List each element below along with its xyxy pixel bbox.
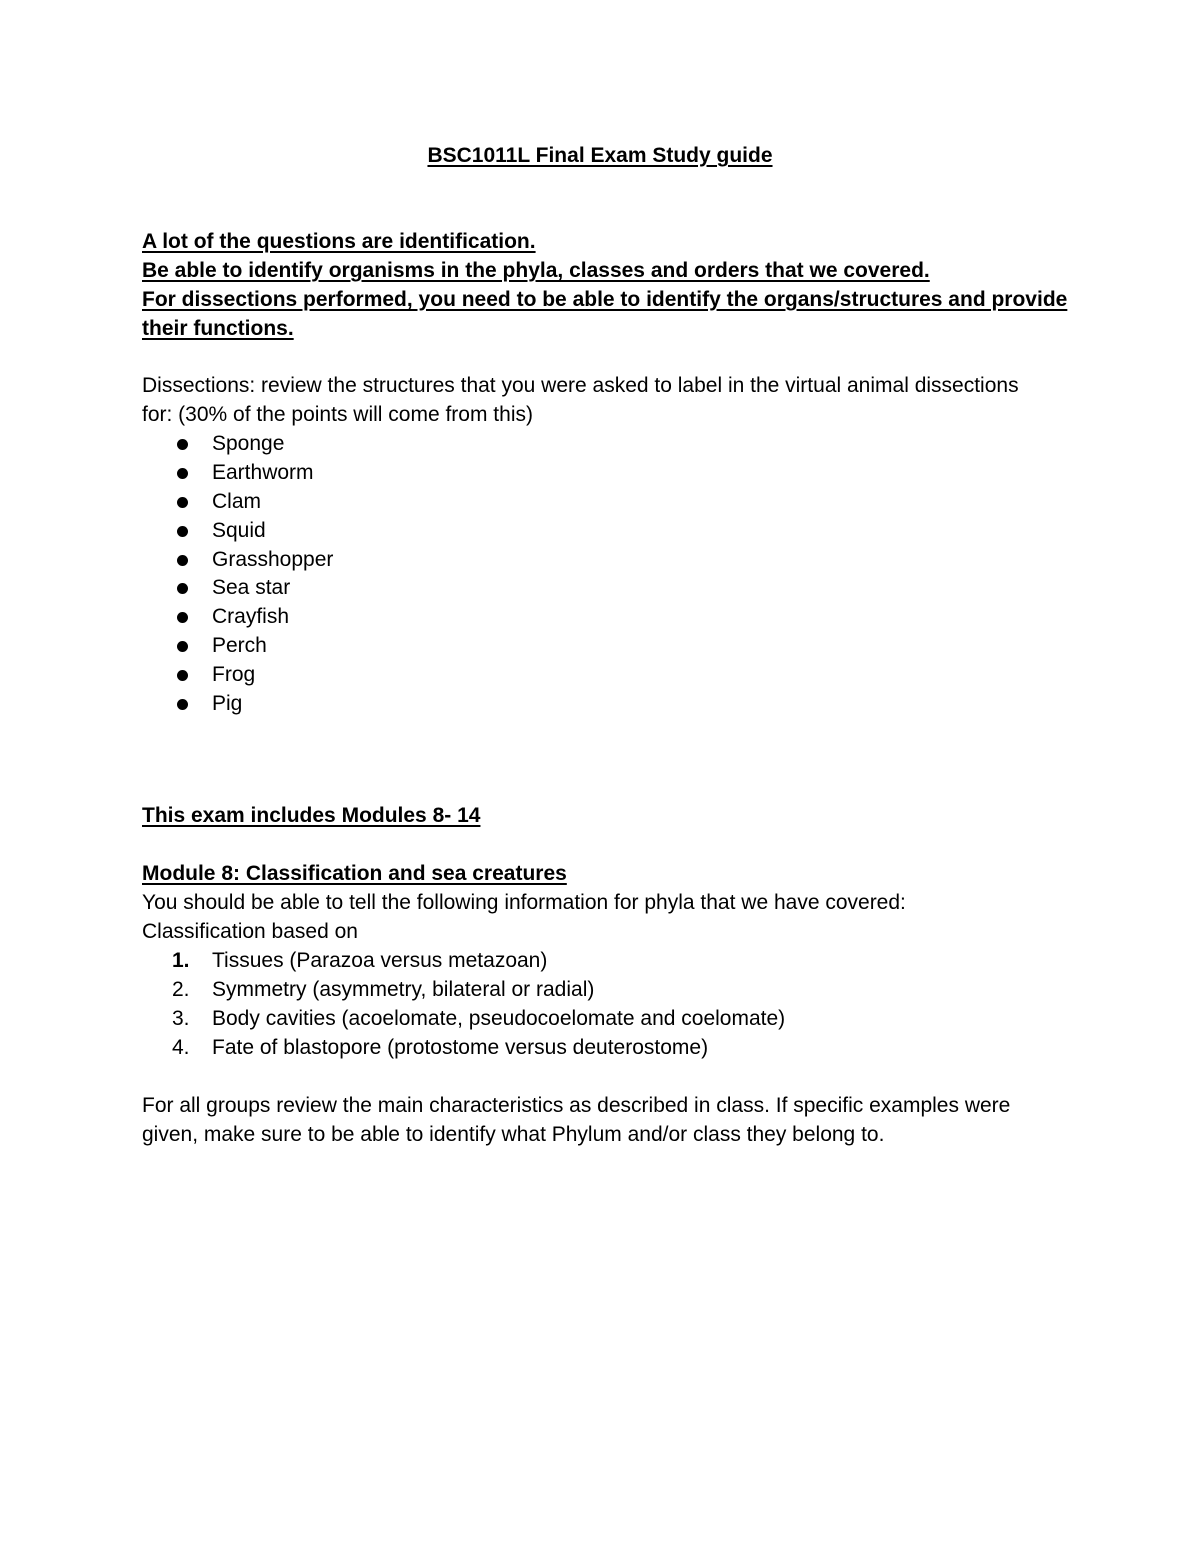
module-8-heading: Module 8: Classification and sea creatures xyxy=(142,862,567,885)
intro-line-1: A lot of the questions are identification. xyxy=(142,230,536,253)
bullet-icon xyxy=(177,583,188,594)
bullet-icon xyxy=(177,555,188,566)
bullet-icon xyxy=(177,612,188,623)
document-title: BSC1011L Final Exam Study guide xyxy=(427,144,773,167)
bullet-icon xyxy=(177,699,188,710)
module-8-line-2: Classification based on xyxy=(142,920,358,943)
module-8-closing-line-2: given, make sure to be able to identify what Phylum and/or class they belong to. xyxy=(142,1123,885,1146)
bullet-icon xyxy=(177,641,188,652)
intro-line-4: their functions. xyxy=(142,317,294,340)
bullet-icon xyxy=(177,526,188,537)
module-8-closing-line-1: For all groups review the main characteristics as described in class. If specific examples were xyxy=(142,1094,1011,1117)
document-page: BSC1011L Final Exam Study guide A lot of the questions are identification. Be able to identify organisms in the phyla, classes and orders that we covered. For dissections performed, you need to be able to identify the organs/structures and provide their functions. Dissections: review the structures that you were asked to label in the virtual animal dissections for: (30% of the points will come from this) Sponge Earthworm Clam Squid Grasshopper Sea star Crayfish Perch Frog Pig This exam includes Modules 8- 14 Module 8: Classification and sea creatures You should be able to tell the following information for phyla that we have covered: Classification based on 1. Tissues (Parazoa versus metazoan) 2. Symmetry (asymmetry, bilateral or radial) 3. Body cavities (acoelomate, pseudocoelomate and coelomate) 4. Fate of blastopore (protostome versus deuterostome) For all groups review the main characteristics as described in class. If specific examples were given, make sure to be able to identify what Phylum and/or class they belong to. xyxy=(0,0,1200,1553)
dissections-intro-line-1: Dissections: review the structures that you were asked to label in the virtual animal dissections xyxy=(142,374,1019,397)
module-8-line-1: You should be able to tell the following information for phyla that we have covered: xyxy=(142,891,906,914)
bullet-icon xyxy=(177,497,188,508)
bullet-icon xyxy=(177,468,188,479)
bullet-icon xyxy=(177,439,188,450)
intro-line-2: Be able to identify organisms in the phyla, classes and orders that we covered. xyxy=(142,259,930,282)
dissections-intro-line-2: for: (30% of the points will come from this) xyxy=(142,403,533,426)
modules-heading: This exam includes Modules 8- 14 xyxy=(142,804,481,827)
intro-line-3: For dissections performed, you need to be able to identify the organs/structures and provide xyxy=(142,288,1068,311)
bullet-icon xyxy=(177,670,188,681)
